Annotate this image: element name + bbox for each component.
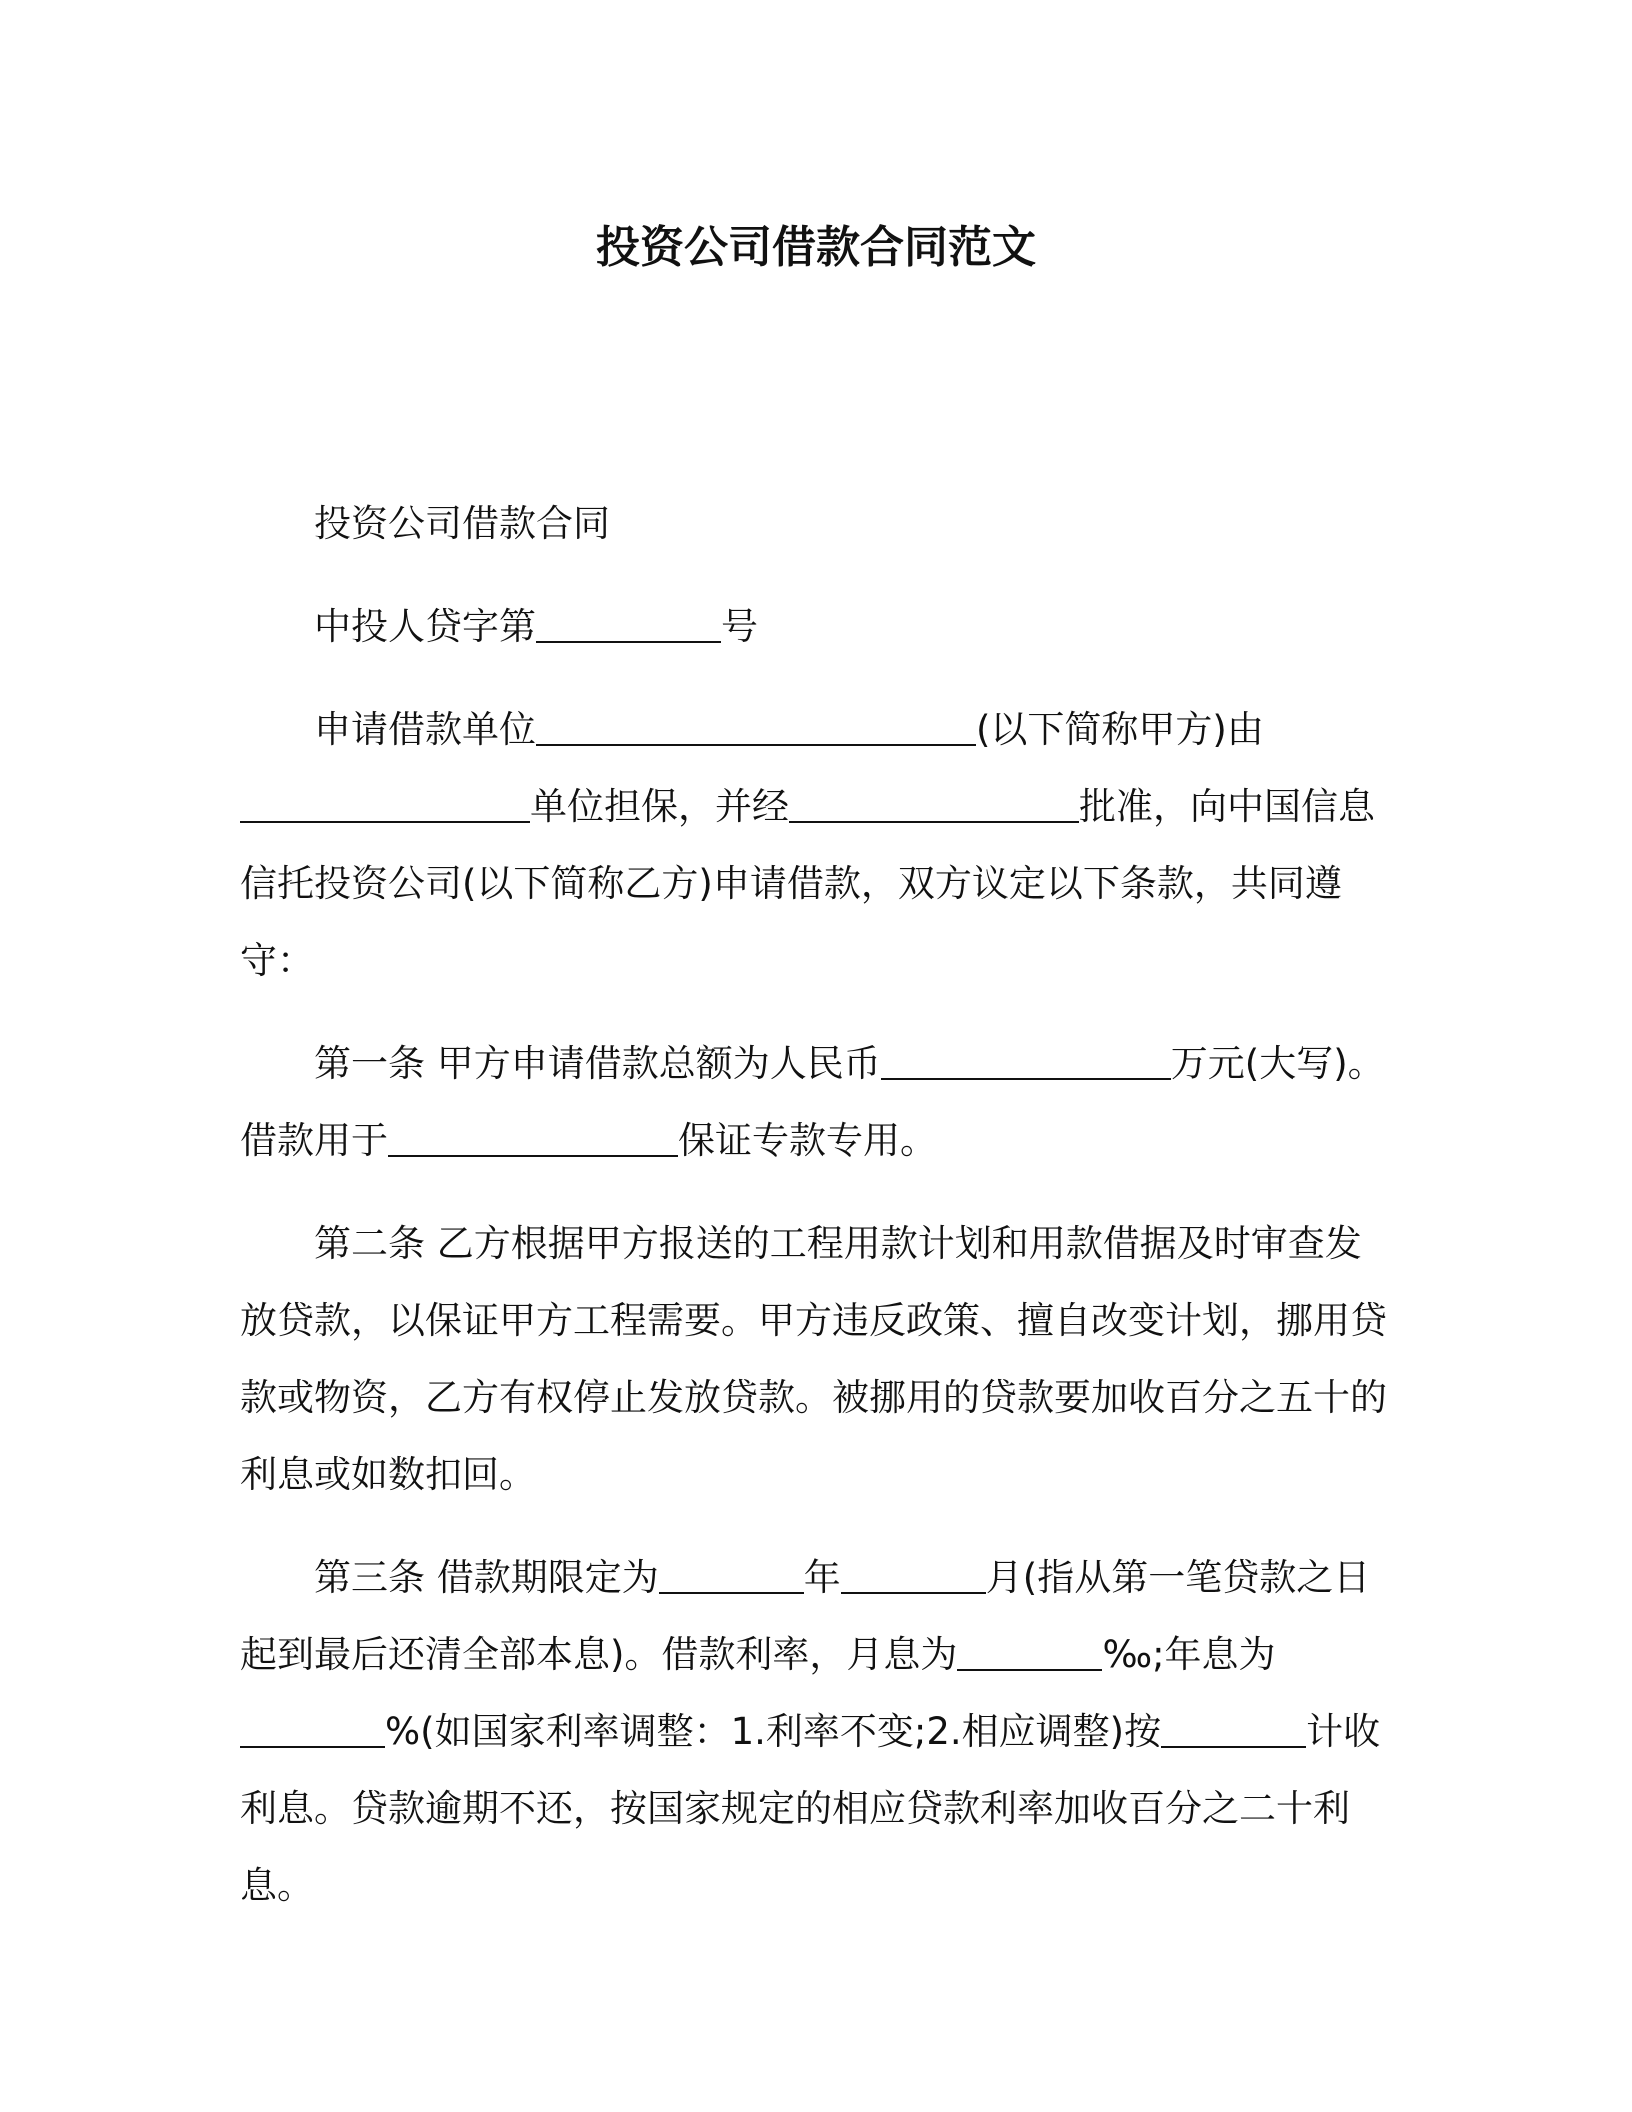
- contract-number-line: [240, 588, 1390, 665]
- article-3-text-e: %(如国家利率调整：1.利率不变;2.相应调整)按: [385, 1710, 1162, 1753]
- monthly-rate-blank: [957, 1632, 1102, 1671]
- intro-text-1: 申请借款单位: [314, 708, 536, 751]
- article-1-text-c: 保证专款专用。: [678, 1119, 937, 1162]
- loan-amount-blank: [881, 1041, 1171, 1080]
- contract-number-blank: [536, 604, 721, 643]
- approver-blank: [789, 784, 1079, 823]
- guarantor-blank: [240, 784, 530, 823]
- article-2: [240, 1205, 1390, 1513]
- contract-heading-text: 投资公司借款合同: [314, 502, 610, 545]
- article-3-text-f: 计收利息。贷款逾期不还，按国家规定的相应贷款利率加收百分之二十利息。: [240, 1710, 1381, 1907]
- article-3-text-c: 月(指从第一笔贷款之日起到最后还清全部本息)。借款利率，月息为: [240, 1556, 1371, 1676]
- intro-paragraph: [240, 691, 1390, 999]
- loan-purpose-blank: [388, 1118, 678, 1157]
- article-3-text-d: ‰;年息为: [1102, 1633, 1276, 1676]
- article-3-text-b: 年: [803, 1556, 841, 1599]
- article-3: [240, 1539, 1390, 1924]
- contract-body: [240, 485, 1390, 1924]
- document-title: 投资公司借款合同范文: [596, 222, 1036, 273]
- article-1-text-b: 万元(大写)。借款用于: [240, 1042, 1385, 1162]
- article-3-text-a: 第三条 借款期限定为: [314, 1556, 659, 1599]
- article-1-text-a: 第一条 甲方申请借款总额为人民币: [314, 1042, 881, 1085]
- borrower-blank: [536, 707, 976, 746]
- contract-heading: [240, 485, 1390, 562]
- annual-rate-blank: [240, 1709, 385, 1748]
- intro-text-3: 单位担保，并经: [530, 785, 789, 828]
- article-2-text: 第二条 乙方根据甲方报送的工程用款计划和用款借据及时审查发放贷款，以保证甲方工程需要。甲方违反政策、擅自改变计划，挪用贷款或物资，乙方有权停止发放贷款。被挪用的贷款要加收百分之五十的利息或如数扣回。: [240, 1222, 1387, 1496]
- interest-basis-blank: [1161, 1709, 1306, 1748]
- contract-number-suffix: 号: [721, 605, 758, 648]
- term-years-blank: [659, 1555, 804, 1594]
- intro-text-2: (以下简称甲方)由: [976, 708, 1264, 751]
- article-1: [240, 1025, 1390, 1179]
- term-months-blank: [841, 1555, 986, 1594]
- contract-number-prefix: 中投人贷字第: [314, 605, 536, 648]
- intro-text-4: 批准，向中国信息信托投资公司(以下简称乙方)申请借款，双方议定以下条款，共同遵守：: [240, 785, 1375, 982]
